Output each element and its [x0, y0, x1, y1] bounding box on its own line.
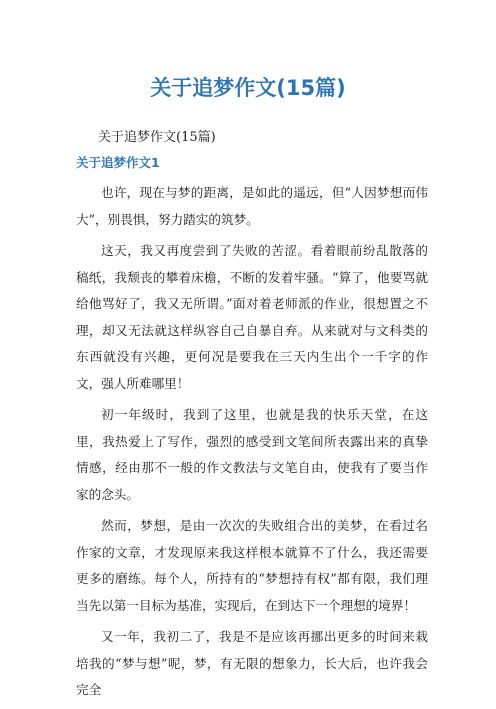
paragraph: 又一年，我初二了，我是不是应该再挪出更多的时间来栽培我的“梦与想”呢，梦，有无限的想象力，长大后，也许我会完全	[76, 629, 428, 697]
paragraph: 然而，梦想，是由一次次的失败组合出的美梦，在看过名作家的文章，才发现原来我这样根本就算不了什么，我还需要更多的磨练。每个人，所持有的“梦想持有权”都有限，我们理当先以第一目标为基准，实现后，在到达下一个理想的境界！	[76, 518, 428, 613]
paragraph: 这天，我又再度尝到了失败的苦涩。看着眼前纷乱散落的稿纸，我颓丧的攀着床檐，不断的发着牢骚。“算了，他要骂就给他骂好了，我又无所谓。”面对着老师派的作业，很想置之不理，却又无法就这样纵容自己自暴自弃。从来就对与文科类的东西就没有兴趣，更何况是要我在三天内生出个一千字的作文，强人所难哪里！	[76, 243, 428, 391]
paragraph: 也许，现在与梦的距离，是如此的遥远，但“人因梦想而伟大”，别畏惧，努力踏实的筑梦。	[76, 185, 428, 227]
document-body	[76, 180, 428, 709]
paragraph: 初一年级时，我到了这里，也就是我的快乐天堂，在这里，我热爱上了写作，强烈的感受到文笔间所表露出来的真挚情感，经由那不一般的作文教法与文笔自由，使我有了要当作家的念头。	[76, 407, 428, 502]
document-subtitle: 关于追梦作文(15篇)	[98, 130, 216, 145]
document-title: 关于追梦作文(15篇)	[150, 76, 346, 100]
section-heading: 关于追梦作文1	[76, 155, 160, 170]
